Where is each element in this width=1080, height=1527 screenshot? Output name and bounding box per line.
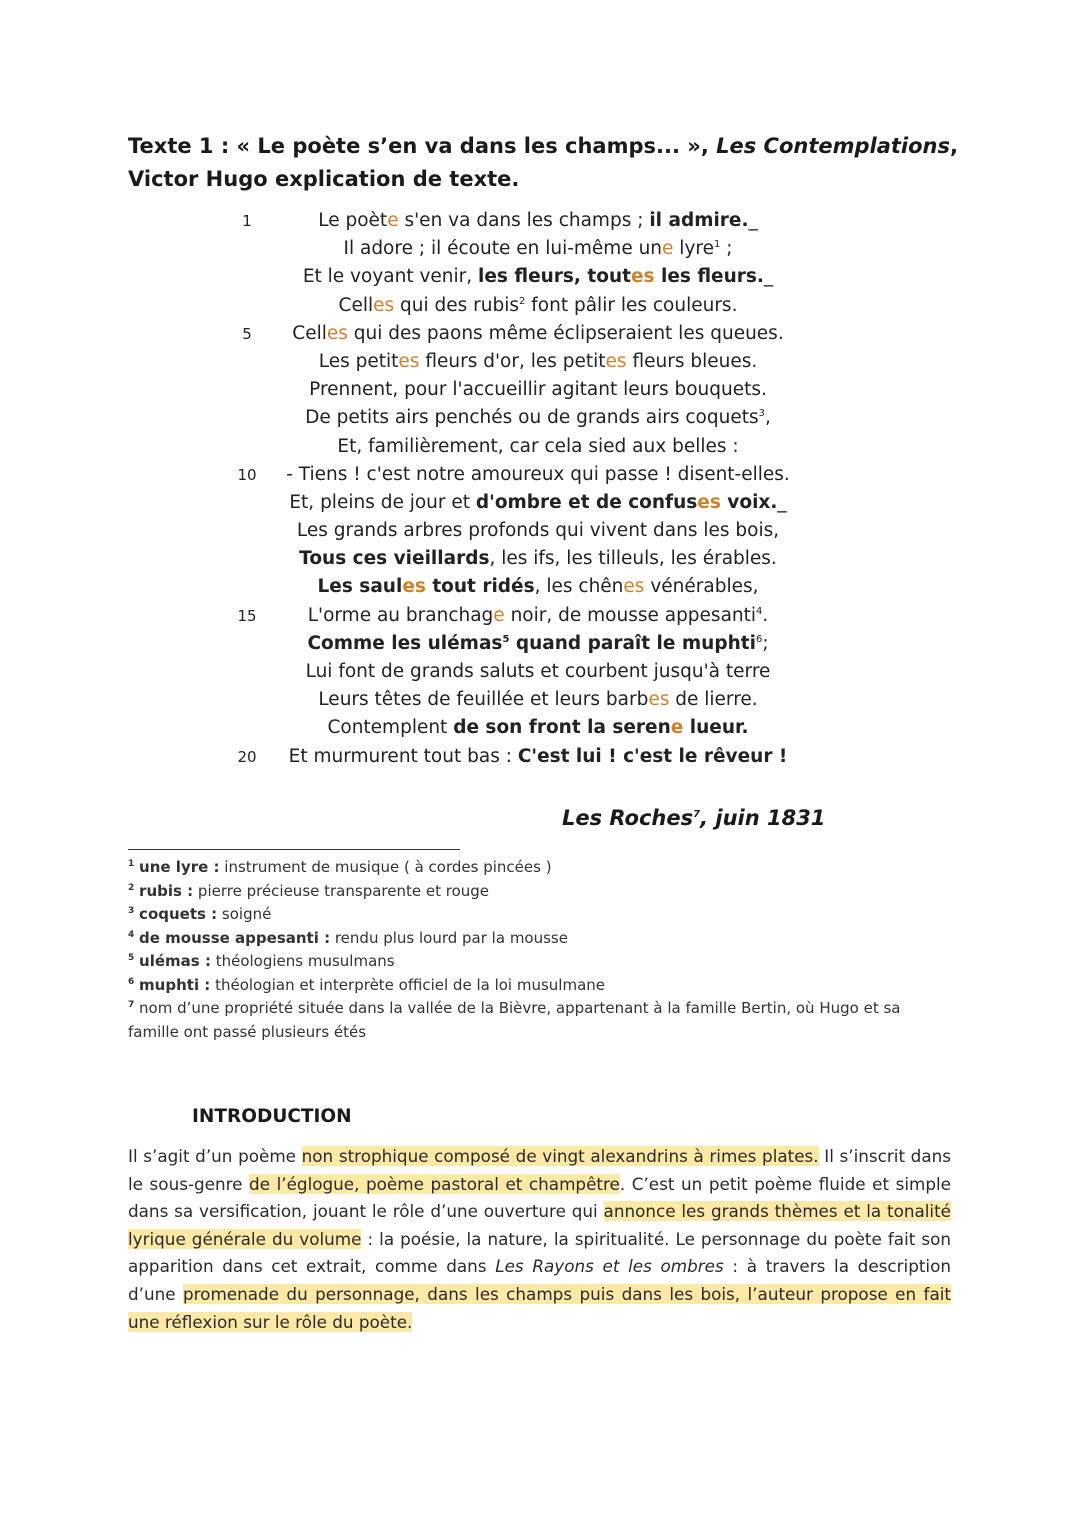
text-segment: Tous ces vieillards xyxy=(299,548,490,570)
text-segment: Les saul xyxy=(317,576,403,598)
verse-text xyxy=(278,320,798,348)
text-segment: les fleurs, tout xyxy=(478,266,631,288)
text-segment: font pâlir les couleurs. xyxy=(525,294,738,316)
signature-date: , juin 1831 xyxy=(700,806,826,830)
text-segment: Leurs têtes de feuillée et leurs barb xyxy=(318,689,649,711)
poem-line xyxy=(0,714,1080,742)
text-segment: vénérables, xyxy=(644,576,759,598)
text-segment: Cell xyxy=(338,294,374,316)
footnote-term: coquets : xyxy=(139,905,218,923)
text-segment: es xyxy=(402,576,426,598)
text-segment: 3 xyxy=(758,408,765,420)
footnote xyxy=(128,927,928,951)
footnote xyxy=(128,856,928,880)
text-segment: 2 xyxy=(519,295,526,307)
text-segment: Il adore ; il écoute en lui-même un xyxy=(343,238,663,260)
footnote-definition: instrument de musique ( à cordes pincées ) xyxy=(219,858,552,876)
line-number: 5 xyxy=(242,324,252,343)
footnote-term: de mousse appesanti : xyxy=(139,928,331,947)
footnote-term: une lyre : xyxy=(139,858,220,876)
footnote xyxy=(128,997,928,1044)
verse-text xyxy=(278,292,798,320)
poem-line xyxy=(0,573,1080,601)
poem-line xyxy=(0,263,1080,291)
text-segment: es xyxy=(398,350,420,372)
text-segment: es xyxy=(623,576,645,598)
verse-text xyxy=(278,630,798,658)
text-segment: ; xyxy=(762,632,769,654)
introduction-heading: INTRODUCTION xyxy=(192,1106,352,1127)
text-segment: lyre xyxy=(673,238,714,260)
title-part2: , xyxy=(950,134,958,158)
text-segment: , les ifs, les tilleuls, les érables. xyxy=(489,548,777,570)
text-segment: es xyxy=(648,689,670,711)
footnote xyxy=(128,880,928,904)
text-segment: tout ridés xyxy=(425,576,535,598)
verse-text xyxy=(278,714,798,742)
signature-note: 7 xyxy=(693,809,701,820)
verse-text xyxy=(278,658,798,686)
footnote-number: 2 xyxy=(128,882,135,893)
text-segment: Il s’agit d’un poème xyxy=(128,1146,302,1166)
verse-text xyxy=(278,686,798,714)
text-segment: 4 xyxy=(756,605,763,617)
signature-place: Les Roches xyxy=(562,806,694,830)
poem-line xyxy=(0,517,1080,545)
line-number: 20 xyxy=(237,747,257,766)
verse-text xyxy=(278,602,798,630)
footnote-number: 3 xyxy=(128,906,135,916)
poem-line xyxy=(0,686,1080,714)
text-segment: - Tiens ! c'est notre amoureux qui passe ! disent-elles. xyxy=(286,463,790,485)
text-segment: _ xyxy=(763,266,774,288)
text-segment: Cell xyxy=(292,322,327,344)
footnote-term: rubis : xyxy=(139,881,194,900)
text-segment: Contemplent xyxy=(327,717,454,739)
poem-line xyxy=(0,658,1080,686)
footnote-definition: pierre précieuse transparente et rouge xyxy=(193,881,490,900)
text-segment: Les petit xyxy=(318,350,399,372)
poem-line xyxy=(0,320,1080,348)
footnote-definition: soigné xyxy=(217,905,272,923)
text-segment: noir, de mousse appesanti xyxy=(504,604,757,626)
footnote-separator xyxy=(128,849,460,850)
verse-text xyxy=(278,263,798,291)
text-segment: : la poésie, la nature, la spiritualité. Le personnage du poète fait son apparition dans cet extrait, comme dans xyxy=(128,1228,951,1277)
text-segment: 1 xyxy=(713,239,721,251)
poem-signature xyxy=(562,806,825,830)
text-segment: L'orme au branchag xyxy=(307,604,494,626)
text-segment: il admire. xyxy=(649,210,749,231)
text-segment: voix. xyxy=(720,491,778,513)
poem-line xyxy=(0,348,1080,376)
text-segment: e xyxy=(662,238,674,260)
verse-text xyxy=(278,517,798,545)
text-segment: Et, familièrement, car cela sied aux belles : xyxy=(337,435,739,457)
text-segment: C'est lui ! c'est le rêveur ! xyxy=(517,745,788,767)
text-segment: quand paraît le muphti xyxy=(509,632,756,654)
footnote-term: ulémas : xyxy=(139,952,211,970)
footnote-number: 5 xyxy=(128,953,135,963)
poem-line xyxy=(0,235,1080,263)
text-segment: es xyxy=(605,350,627,372)
text-segment: promenade du personnage, dans les champs puis dans les bois, l’auteur propose en fait une réflexion sur le rôle du poète. xyxy=(128,1283,951,1332)
text-segment: e xyxy=(493,604,505,626)
text-segment: De petits airs penchés ou de grands airs coquets xyxy=(305,407,759,429)
footnotes xyxy=(128,856,928,1044)
title-line2: Victor Hugo explication de texte. xyxy=(128,167,520,191)
text-segment: es xyxy=(697,491,721,513)
line-number: 10 xyxy=(237,465,257,484)
footnote-number: 1 xyxy=(128,859,135,869)
text-segment: d'ombre et de confus xyxy=(475,491,698,513)
verse-text xyxy=(278,573,798,601)
poem-line xyxy=(0,489,1080,517)
text-segment: ; xyxy=(720,238,733,260)
text-segment: es xyxy=(373,294,395,316)
text-segment: lueur. xyxy=(683,717,749,739)
footnote xyxy=(128,903,928,927)
text-segment: e xyxy=(387,210,399,231)
text-segment: de son front la seren xyxy=(453,717,671,739)
title-work: Les Contemplations xyxy=(716,134,951,158)
footnote-definition: rendu plus lourd par la mousse xyxy=(330,928,568,947)
text-segment: _ xyxy=(748,210,758,231)
footnote-number: 6 xyxy=(128,976,135,987)
verse-text xyxy=(278,404,798,432)
verse-text xyxy=(278,461,798,489)
text-segment: Les Rayons et les ombres xyxy=(495,1256,724,1277)
text-segment: s'en va dans les champs ; xyxy=(398,210,650,231)
text-segment: les fleurs. xyxy=(654,266,764,288)
text-segment: de l’églogue, poème pastoral et champêtre xyxy=(249,1173,620,1194)
poem-line xyxy=(0,376,1080,404)
text-segment: qui des rubis xyxy=(394,294,520,316)
text-segment: non strophique composé de vingt alexandrins à rimes plates. xyxy=(301,1146,819,1166)
line-number: 15 xyxy=(237,606,257,625)
text-segment: es xyxy=(630,266,655,288)
text-segment: Et, pleins de jour et xyxy=(289,491,476,513)
footnote xyxy=(128,974,928,998)
poem-line xyxy=(0,433,1080,461)
footnote-number: 4 xyxy=(128,929,135,940)
text-segment: annonce les grands thèmes et la tonalité lyrique générale du volume xyxy=(128,1201,951,1249)
poem-line xyxy=(0,207,1080,235)
poem-line xyxy=(0,743,1080,771)
text-segment: . xyxy=(762,604,769,626)
verse-text xyxy=(278,433,798,461)
poem-line xyxy=(0,461,1080,489)
poem-line xyxy=(0,630,1080,658)
text-segment: , xyxy=(764,407,771,429)
footnote xyxy=(128,950,928,974)
footnote-definition: théologian et interprète officiel de la loi musulmane xyxy=(210,975,605,994)
verse-text xyxy=(278,743,798,771)
poem-line xyxy=(0,602,1080,630)
verse-text xyxy=(278,489,798,517)
text-segment: fleurs bleues. xyxy=(626,350,758,372)
text-segment: 6 xyxy=(755,633,763,645)
verse-text xyxy=(278,235,798,263)
title-part1: Texte 1 : « Le poète s’en va dans les champs... », xyxy=(128,134,717,158)
poem-line xyxy=(0,292,1080,320)
text-segment: Les grands arbres profonds qui vivent dans les bois, xyxy=(296,520,780,542)
text-segment: : à travers la description d’une xyxy=(128,1256,951,1304)
text-segment: fleurs d'or, les petit xyxy=(419,350,606,372)
text-segment: , les chên xyxy=(534,576,624,598)
text-segment: . C’est un petit poème fluide et simple dans sa versification, jouant le rôle d’une ouverture qui xyxy=(128,1173,951,1222)
footnote-definition: théologiens musulmans xyxy=(210,952,395,970)
text-segment: Lui font de grands saluts et courbent jusqu'à terre xyxy=(305,661,771,682)
text-segment: qui des paons même éclipseraient les queues. xyxy=(347,322,784,344)
introduction-paragraph xyxy=(128,1143,951,1336)
footnote-term: muphti : xyxy=(139,975,211,994)
text-segment: es xyxy=(326,322,348,344)
document-title xyxy=(128,130,958,196)
text-segment: Comme les ulémas xyxy=(307,632,503,654)
footnote-definition: nom d’une propriété située dans la vallée de la Bièvre, appartenant à la famille Bertin, où Hugo et sa famille ont passé plusieurs étés xyxy=(128,999,901,1041)
text-segment: Et murmurent tout bas : xyxy=(288,745,518,767)
verse-text xyxy=(278,545,798,573)
text-segment: Prennent, pour l'accueillir agitant leurs bouquets. xyxy=(309,379,767,401)
poem-line xyxy=(0,545,1080,573)
text-segment: Il s’inscrit dans le sous-genre xyxy=(128,1146,951,1194)
verse-text xyxy=(278,376,798,404)
footnote-number: 7 xyxy=(128,1000,135,1010)
text-segment: e xyxy=(670,717,684,739)
text-segment: de lierre. xyxy=(669,689,758,711)
verse-text xyxy=(278,348,798,376)
poem xyxy=(0,207,1080,771)
verse-text xyxy=(278,207,798,235)
text-segment: Le poèt xyxy=(318,210,388,231)
poem-line xyxy=(0,404,1080,432)
text-segment: _ xyxy=(777,491,787,513)
text-segment: 5 xyxy=(502,633,510,645)
line-number: 1 xyxy=(242,212,252,230)
text-segment: Et le voyant venir, xyxy=(302,266,479,288)
